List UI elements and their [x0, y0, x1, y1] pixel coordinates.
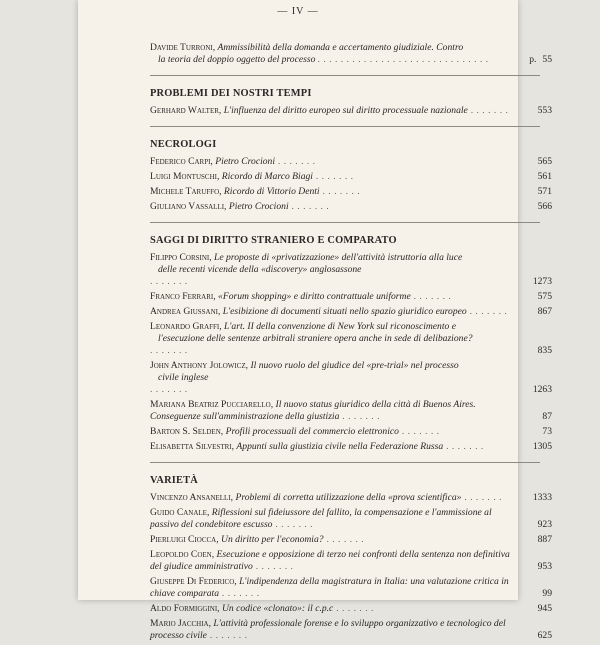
entry-author: Pierluigi Ciocca: [150, 534, 217, 545]
leader-dots: . . . . . . .: [410, 291, 452, 302]
entry-author: Luigi Montuschi: [150, 171, 217, 182]
index-entry: Mario Jacchia, L'attività professionale forense e lo sviluppo organizzativo e tecnologico del processo civile . . . . . . . 625: [150, 618, 552, 641]
index-entry: Michele Taruffo, Ricordo di Vittorio Denti . . . . . . . 571: [150, 186, 552, 197]
leader-dots: . . . . . . .: [398, 426, 440, 437]
index-entry: Giuliano Vassalli, Pietro Crocioni . . . . . . . 566: [150, 201, 552, 212]
leader-dots: . . . . . . .: [312, 171, 354, 182]
index-entry: Leonardo Graffi, L'art. II della convenzione di New York sul riconoscimento e l'esecuzione delle sentenze arbitrali straniere opera anche in sede di delibazione? . . . . . . . 835: [150, 321, 552, 356]
entry-title: Pietro Crocioni: [215, 156, 275, 167]
entry-title: Ammissibilità della domanda e accertamento giudiziale. Contro: [217, 42, 464, 53]
entry-author: Gerhard Walter: [150, 105, 219, 116]
leader-dots: . . . . . . .: [150, 345, 188, 356]
entry-author: Mario Jacchia: [150, 618, 209, 629]
entry-author: Leonardo Graffi: [150, 321, 220, 332]
index-entry: Pierluigi Ciocca, Un diritto per l'economia? . . . . . . . 887: [150, 534, 552, 545]
entry-author: Giuseppe Di Federico: [150, 576, 235, 587]
index-entry: Leopoldo Coen, Esecuzione e opposizione di terzo nei confronti della sentenza non definitiva del giudice amministrativo . . . . . . . 953: [150, 549, 552, 572]
section-divider: [150, 462, 540, 463]
entry-author: Barton S. Selden: [150, 426, 221, 437]
index-entry: John Anthony Jolowicz, Il nuovo ruolo del giudice del «pre-trial» nel processo civile inglese . . . . . . . 1263: [150, 360, 552, 395]
entry-page: 1333: [532, 492, 552, 503]
entry-page: 73: [542, 426, 552, 437]
leader-dots: . . . . . . .: [339, 411, 380, 422]
entry-page: 87: [542, 411, 552, 422]
index-entry: Federico Carpi, Pietro Crocioni . . . . . . . 565: [150, 156, 552, 167]
leader-dots: . . . . . . .: [319, 186, 361, 197]
section-divider: [150, 75, 540, 76]
entry-title: Il nuovo ruolo del giudice del «pre-trial» nel processo: [250, 360, 459, 371]
entry-page: 575: [537, 291, 552, 302]
index-entry: Guido Canale, Riflessioni sul fideiussore del fallito, la compensazione e l'ammissione al passivo del condebitore escusso . . . . . . . 923: [150, 507, 552, 530]
leader-dots: . . . . . . .: [288, 201, 330, 212]
entry-title: Riflessioni sul fideiussore del fallito, la compensazione e l'ammissione al passivo del condebitore escusso: [150, 507, 492, 530]
leader-dots: . . . . . . .: [461, 492, 503, 503]
index-entry: Franco Ferrari, «Forum shopping» e diritto contrattuale uniforme . . . . . . . 575: [150, 291, 552, 302]
section-heading: VARIETÀ: [150, 475, 198, 486]
entry-title: Pietro Crocioni: [228, 201, 289, 212]
entry-page: 566: [537, 201, 552, 212]
entry-title-cont: civile inglese: [158, 372, 209, 383]
section-heading: PROBLEMI DEI NOSTRI TEMPI: [150, 88, 312, 99]
entry-author: Michele Taruffo: [150, 186, 220, 197]
entry-page: 1305: [532, 441, 552, 452]
entry-page: 553: [537, 105, 552, 116]
entry-title-cont: l'esecuzione delle sentenze arbitrali straniere opera anche in sede di delibazione?: [158, 333, 473, 344]
intro-entry: Davide Turroni, Ammissibilità della domanda e accertamento giudiziale. Contro la teoria del doppio oggetto del processo . . . . . . . . . . . . . . . . . . . . . . . . . . . . . . p. 55: [150, 42, 552, 65]
entry-author: Federico Carpi: [150, 156, 211, 167]
index-entry: Elisabetta Silvestri, Appunti sulla giustizia civile nella Federazione Russa . . . . . . . 1305: [150, 441, 552, 452]
page-marker: — IV —: [277, 6, 319, 17]
entry-author: Franco Ferrari: [150, 291, 214, 302]
document-page: [78, 0, 552, 641]
entry-title-cont: delle recenti vicende della «discovery» anglosassone: [158, 264, 362, 275]
entry-author: Filippo Corsini: [150, 252, 210, 263]
leader-dots: . . . . . . .: [219, 588, 260, 599]
entry-page: 923: [537, 519, 552, 530]
entry-author: Andrea Giussani: [150, 306, 218, 317]
entry-title: «Forum shopping» e diritto contrattuale uniforme: [218, 291, 411, 302]
leader-dots: . . . . . . .: [466, 306, 508, 317]
entry-title-cont: la teoria del doppio oggetto del processo . . . . . . . . . . . . . . . . . . . . . . . . . . . . . .: [158, 54, 489, 65]
entry-page: 571: [537, 186, 552, 197]
index-entry: Luigi Montuschi, Ricordo di Marco Biagi . . . . . . . 561: [150, 171, 552, 182]
section-heading: NECROLOGI: [150, 139, 217, 150]
entry-author: Guido Canale: [150, 507, 207, 518]
index-entry: Filippo Corsini, Le proposte di «privatizzazione» dell'attività istruttoria alla luce delle recenti vicende della «discovery» anglosassone . . . . . . . 1273: [150, 252, 552, 287]
leader-dots: . . . . . . .: [333, 603, 374, 614]
leader-dots: . . . . . . .: [272, 519, 314, 530]
entry-page: p. 55: [529, 54, 552, 65]
entry-title: L'esibizione di documenti situati nello spazio giuridico europeo: [222, 306, 467, 317]
leader-dots: . . . . . . .: [275, 156, 316, 167]
leader-dots: . . . . . . .: [323, 534, 365, 545]
entry-author: Leopoldo Coen: [150, 549, 212, 560]
entry-author: Davide Turroni: [150, 42, 213, 53]
index-entry: Gerhard Walter, L'influenza del diritto europeo sul diritto processuale nazionale . . . . . . . 553: [150, 105, 552, 116]
section-divider: [150, 222, 540, 223]
entry-title: Ricordo di Marco Biagi: [221, 171, 313, 182]
entry-title: Un codice «clonato»: il c.p.c: [221, 603, 334, 614]
entry-page: 867: [537, 306, 552, 317]
entry-author: Aldo Formiggini: [150, 603, 218, 614]
entry-title: Esecuzione e opposizione di terzo nei confronti della sentenza non definitiva del giudice amministrativo: [150, 549, 510, 572]
entry-title: Problemi di corretta utilizzazione della «prova scientifica»: [235, 492, 462, 503]
entry-page: 953: [537, 561, 552, 572]
entry-page: 99: [542, 588, 552, 599]
leader-dots: . . . . . . .: [150, 384, 188, 395]
index-content: [150, 42, 552, 645]
entry-page: 1273: [532, 276, 552, 287]
entry-author: Vincenzo Ansanelli: [150, 492, 231, 503]
entry-page: 1263: [532, 384, 552, 395]
section-heading: SAGGI DI DIRITTO STRANIERO E COMPARATO: [150, 235, 397, 246]
entry-page: 561: [537, 171, 552, 182]
index-entry: Aldo Formiggini, Un codice «clonato»: il c.p.c . . . . . . . 945: [150, 603, 552, 614]
index-entry: Barton S. Selden, Profili processuali del commercio elettronico . . . . . . . 73: [150, 426, 552, 437]
entry-author: Giuliano Vassalli: [150, 201, 225, 212]
entry-title: L'indipendenza della magistratura in Italia: una valutazione critica in chiave comparata: [150, 576, 509, 599]
sections-container: [150, 75, 552, 642]
index-entry: Giuseppe Di Federico, L'indipendenza della magistratura in Italia: una valutazione critica in chiave comparata . . . . . . . 99: [150, 576, 552, 599]
entry-title: Profili processuali del commercio elettronico: [225, 426, 399, 437]
entry-title: Un diritto per l'economia?: [221, 534, 324, 545]
entry-author: Elisabetta Silvestri: [150, 441, 232, 452]
entry-title: Le proposte di «privatizzazione» dell'attività istruttoria alla luce: [214, 252, 463, 263]
entry-title: Ricordo di Vittorio Denti: [223, 186, 320, 197]
entry-author: Mariana Beatriz Pucciarello: [150, 399, 271, 410]
leader-dots: . . . . . . .: [206, 630, 248, 641]
entry-page: 625: [537, 630, 552, 641]
entry-title: Appunti sulla giustizia civile nella Federazione Russa: [236, 441, 444, 452]
entry-page: 945: [537, 603, 552, 614]
entry-title: L'attività professionale forense e lo sviluppo organizzativo e tecnologico del processo civile: [150, 618, 506, 641]
index-entry: Andrea Giussani, L'esibizione di documenti situati nello spazio giuridico europeo . . . . . . . 867: [150, 306, 552, 317]
leader-dots: . . . . . . .: [150, 276, 188, 287]
entry-page: 835: [537, 345, 552, 356]
section-divider: [150, 126, 540, 127]
leader-dots: . . . . . . .: [443, 441, 484, 452]
entry-title: L'influenza del diritto europeo sul diritto processuale nazionale: [223, 105, 468, 116]
entry-page: 887: [537, 534, 552, 545]
entry-title: Il nuovo status giuridico della città di Buenos Aires. Conseguenze sull'amministrazione della giustizia: [150, 399, 476, 422]
entry-author: John Anthony Jolowicz: [150, 360, 246, 371]
leader-dots: . . . . . . .: [252, 561, 294, 572]
entry-title: L'art. II della convenzione di New York sul riconoscimento e: [224, 321, 456, 332]
index-entry: Vincenzo Ansanelli, Problemi di corretta utilizzazione della «prova scientifica» . . . . . . . 1333: [150, 492, 552, 503]
entry-page: 565: [537, 156, 552, 167]
leader-dots: . . . . . . .: [467, 105, 509, 116]
index-entry: Mariana Beatriz Pucciarello, Il nuovo status giuridico della città di Buenos Aires. Conseguenze sull'amministrazione della giustizia . . . . . . . 87: [150, 399, 552, 422]
